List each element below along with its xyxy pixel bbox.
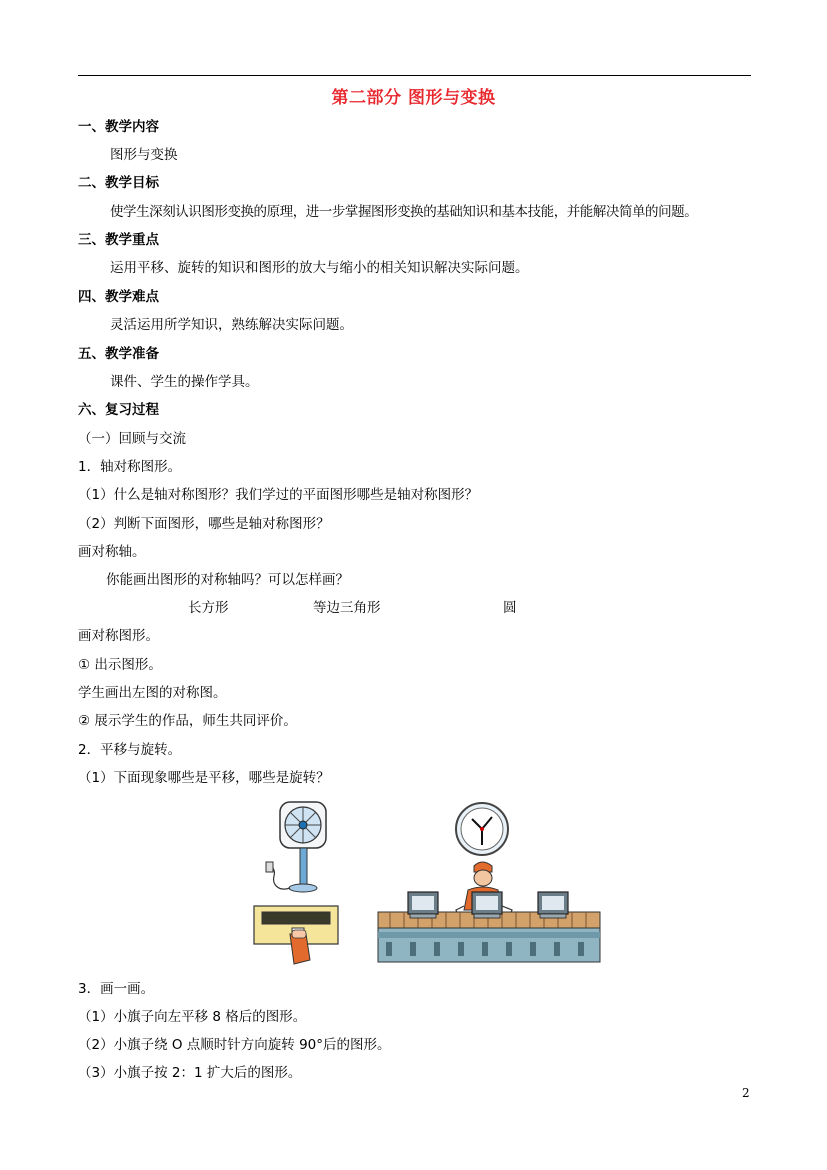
section-heading: 六、复习过程 [78,402,159,418]
motion-illustration [250,800,602,966]
monitor-image [538,892,568,918]
conveyor-belt-image [378,892,600,962]
paragraph: 3．画一画。 [78,981,155,997]
paragraph: 灵活运用所学知识，熟练解决实际问题。 [110,317,353,333]
drawer-image [254,906,338,964]
paragraph: ② 展示学生的作品，师生共同评价。 [78,713,297,729]
shape-label-rectangle: 长方形 [188,600,229,616]
page-title: 第二部分 图形与变换 [331,88,496,108]
paragraph: 课件、学生的操作学具。 [110,374,259,390]
shape-label-triangle: 等边三角形 [313,600,381,616]
paragraph: （2）判断下面图形，哪些是轴对称图形？ [78,516,330,532]
paragraph: 学生画出左图的对称图。 [78,685,227,701]
paragraph: 你能画出图形的对称轴吗？可以怎样画？ [106,572,349,588]
paragraph: 运用平移、旋转的知识和图形的放大与缩小的相关知识解决实际问题。 [110,260,529,276]
paragraph: 图形与变换 [110,147,178,163]
electric-fan-image [266,802,326,892]
shape-label-circle: 圆 [503,600,517,616]
section-heading: 二、教学目标 [78,175,159,191]
paragraph: （1）小旗子向左平移 8 格后的图形。 [78,1009,307,1025]
monitor-image [408,892,438,918]
monitor-image [472,892,502,918]
page-number: 2 [742,1086,750,1100]
clock-image [456,803,508,855]
section-heading: 四、教学难点 [78,289,159,305]
paragraph: 2．平移与旋转。 [78,742,182,758]
paragraph: 使学生深刻认识图形变换的原理，进一步掌握图形变换的基础知识和基本技能，并能解决简单的问题。 [110,204,698,220]
section-heading: 一、教学内容 [78,119,159,135]
paragraph: 画对称图形。 [78,628,159,644]
paragraph: 1．轴对称图形。 [78,459,182,475]
section-heading: 五、教学准备 [78,346,159,362]
paragraph: （一）回顾与交流 [78,431,186,447]
header-rule [78,75,751,76]
paragraph: （1）下面现象哪些是平移，哪些是旋转？ [78,770,330,786]
paragraph: （1）什么是轴对称图形？我们学过的平面图形哪些是轴对称图形？ [78,487,479,503]
paragraph: 画对称轴。 [78,544,146,560]
paragraph: （2）小旗子绕 O 点顺时针方向旋转 90°后的图形。 [78,1037,391,1053]
paragraph: （3）小旗子按 2：1 扩大后的图形。 [78,1065,302,1081]
paragraph: ① 出示图形。 [78,657,162,673]
section-heading: 三、教学重点 [78,232,159,248]
